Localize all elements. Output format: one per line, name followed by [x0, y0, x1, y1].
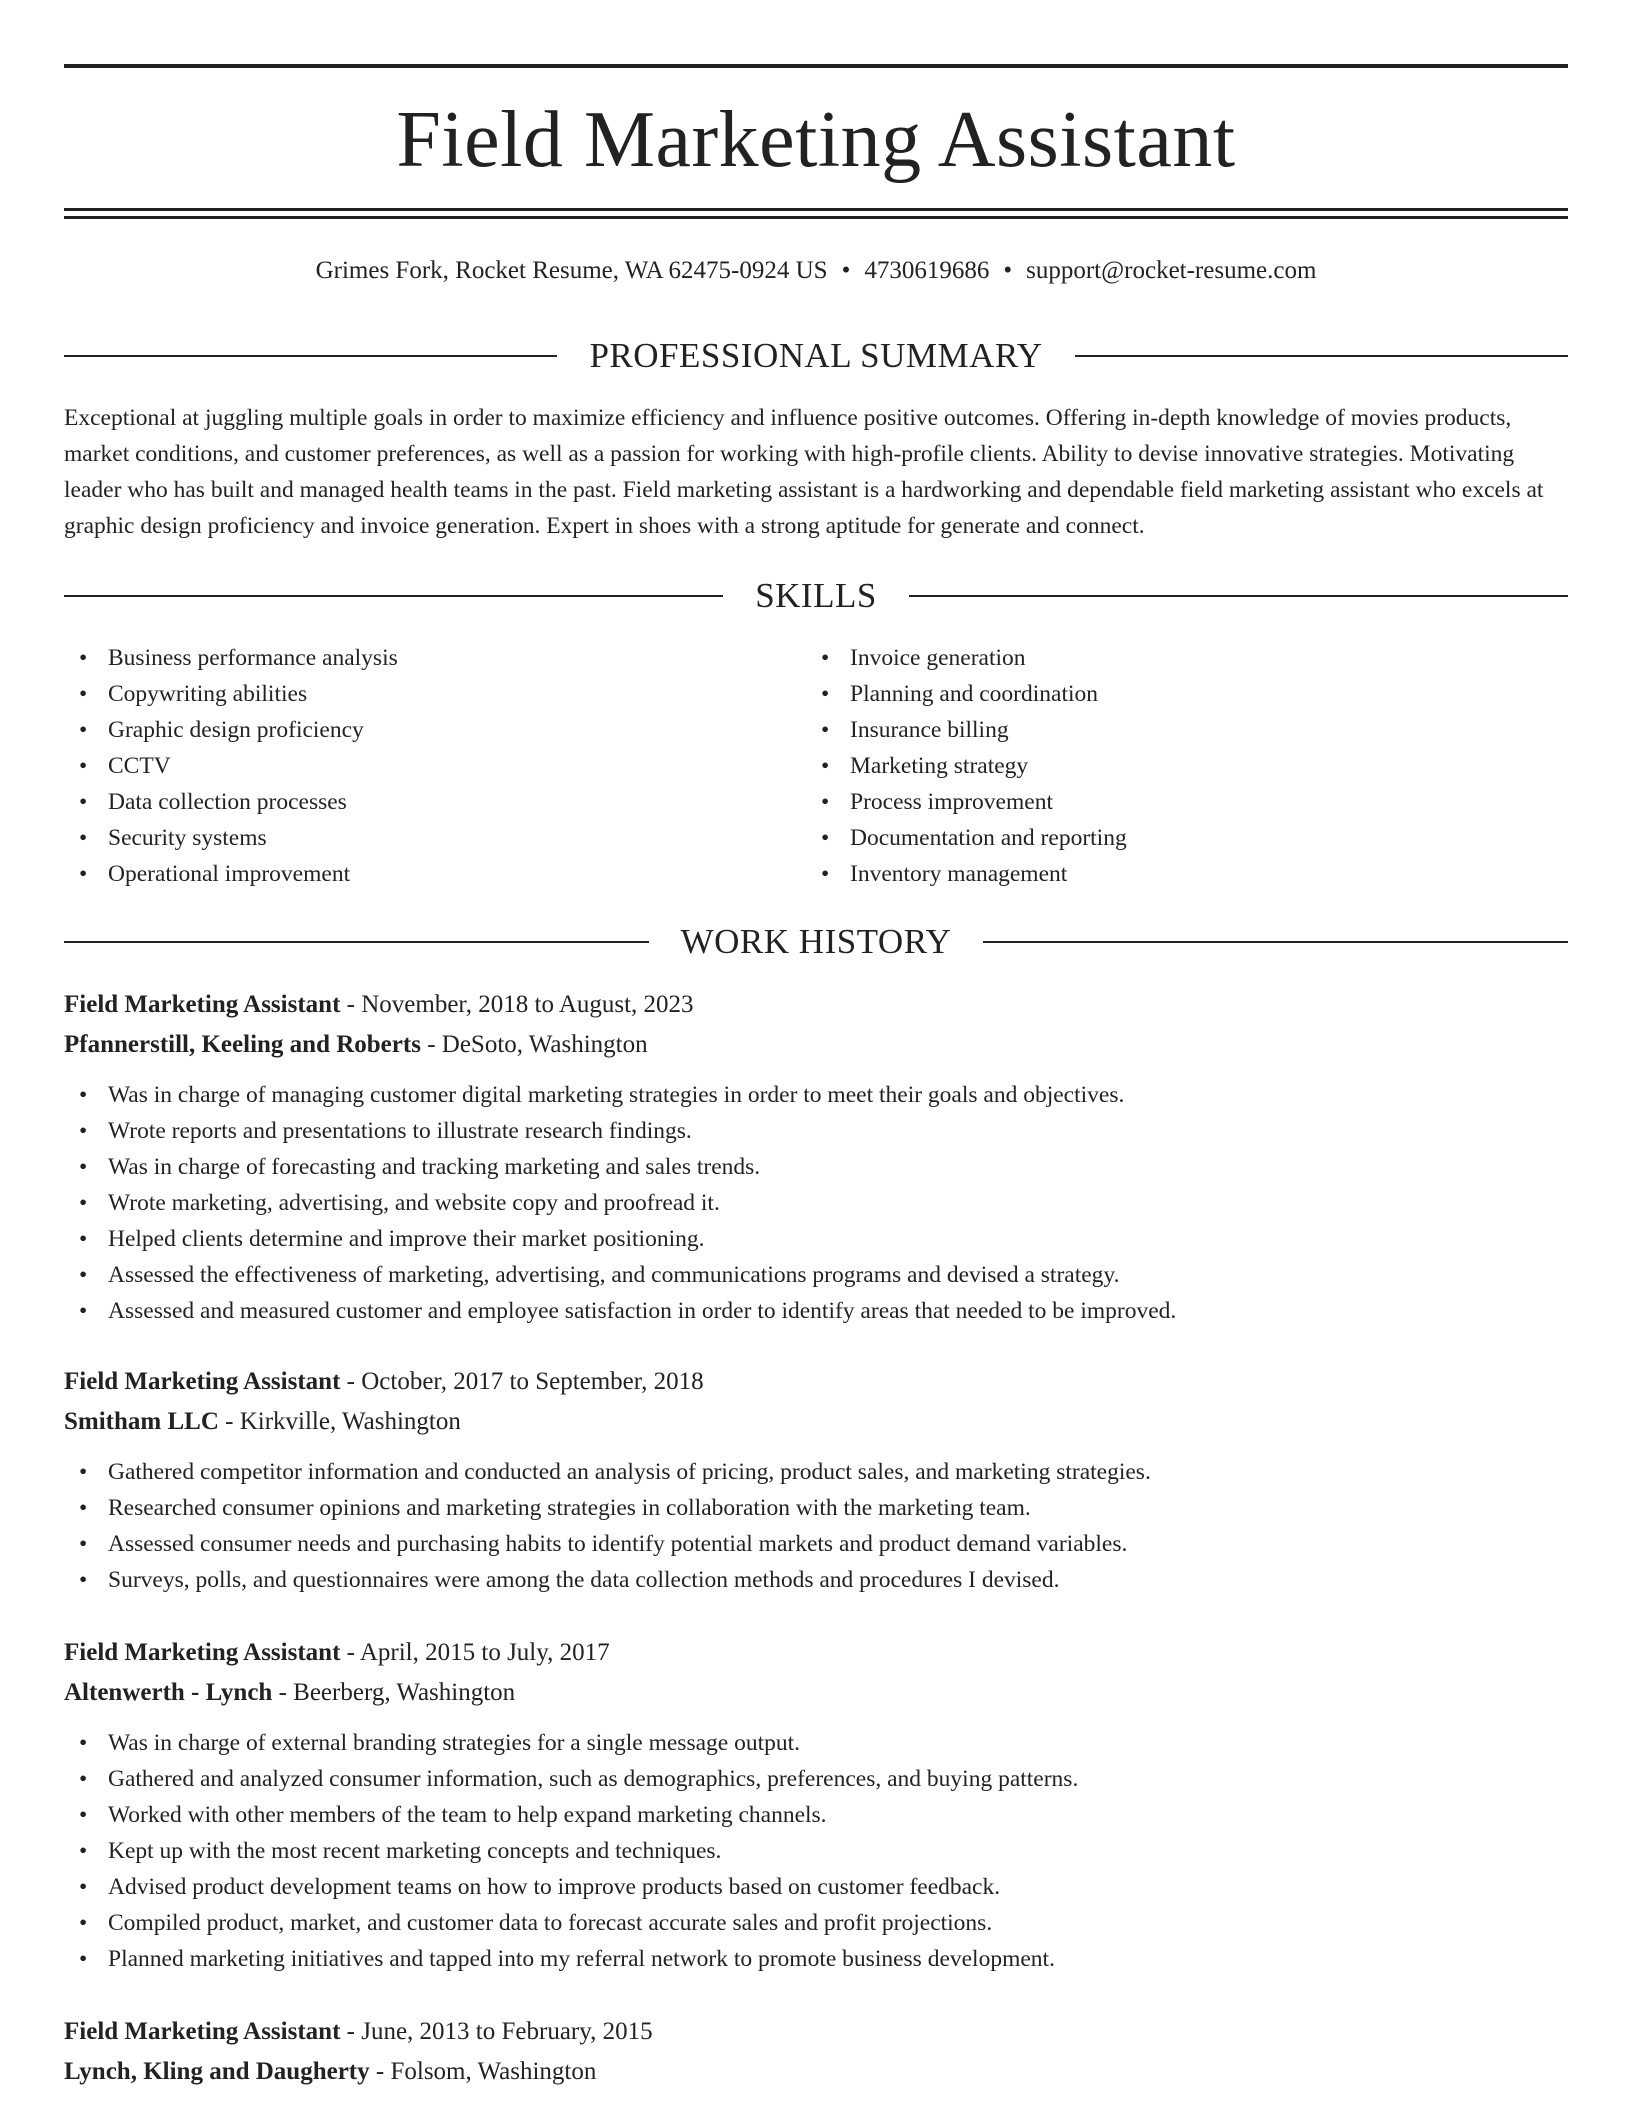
contact-email: support@rocket-resume.com [1026, 257, 1317, 284]
skill-item: • Insurance billing [806, 712, 1506, 748]
skills-column-right [806, 640, 1506, 892]
job-dates: - October, 2017 to September, 2018 [340, 1368, 704, 1395]
job-company: Lynch, Kling and Daugherty [64, 2058, 370, 2085]
heading-rule-right [909, 595, 1568, 597]
resume-name: Field Marketing Assistant [396, 96, 1236, 184]
job-dates: - June, 2013 to February, 2015 [340, 2018, 653, 2045]
contact-separator: • [841, 257, 851, 284]
job-entry [64, 1633, 1568, 1977]
job-company-line [64, 1402, 1568, 1442]
skill-item: • Invoice generation [806, 640, 1506, 676]
heading-rule-right [983, 941, 1568, 943]
skill-item: • Data collection processes [64, 784, 764, 820]
job-bullet: • Was in charge of forecasting and tracking marketing and sales trends. [64, 1149, 1568, 1185]
skills-column-left [64, 640, 764, 892]
job-entry [64, 1362, 1568, 1598]
skill-item: • Documentation and reporting [806, 820, 1506, 856]
job-bullet: • Researched consumer opinions and marketing strategies in collaboration with the marketing team. [64, 1490, 1568, 1526]
contact-address: Grimes Fork, Rocket Resume, WA 62475-0924 US [315, 257, 828, 284]
skill-item: • Planning and coordination [806, 676, 1506, 712]
job-bullet: • Wrote marketing, advertising, and website copy and proofread it. [64, 1185, 1568, 1221]
job-bullet: • Wrote reports and presentations to illustrate research findings. [64, 1113, 1568, 1149]
skill-item: • Operational improvement [64, 856, 764, 892]
job-company-line [64, 1673, 1568, 1713]
skills-list-left [64, 640, 764, 892]
job-company: Smitham LLC [64, 1408, 219, 1435]
contact-line [64, 254, 1568, 288]
job-bullet: • Surveys, polls, and questionnaires were among the data collection methods and procedures I devised. [64, 1562, 1568, 1598]
heading-rule-left [64, 355, 557, 357]
header-top-rule [64, 64, 1568, 68]
heading-rule-right [1075, 355, 1568, 357]
job-dates: - November, 2018 to August, 2023 [340, 991, 694, 1018]
heading-rule-left [64, 595, 723, 597]
skill-item: • Business performance analysis [64, 640, 764, 676]
job-role: Field Marketing Assistant [64, 991, 341, 1018]
job-dates: - April, 2015 to July, 2017 [340, 1639, 610, 1666]
skill-item: • Graphic design proficiency [64, 712, 764, 748]
job-bullet: • Was in charge of external branding strategies for a single message output. [64, 1725, 1568, 1761]
skills-list-right [806, 640, 1506, 892]
job-title-line [64, 1633, 1568, 1673]
heading-rule-left [64, 941, 649, 943]
job-bullet: • Assessed and measured customer and employee satisfaction in order to identify areas that needed to be improved. [64, 1293, 1568, 1329]
job-bullet: • Advised product development teams on how to improve products based on customer feedback. [64, 1869, 1568, 1905]
job-company: Pfannerstill, Keeling and Roberts [64, 1031, 421, 1058]
job-bullet: • Worked with other members of the team to help expand marketing channels. [64, 1797, 1568, 1833]
job-location: - Beerberg, Washington [272, 1679, 516, 1706]
work-history-heading [64, 922, 1568, 962]
job-location: - Folsom, Washington [369, 2058, 597, 2085]
job-entry [64, 985, 1568, 1329]
job-bullet: • Assessed consumer needs and purchasing habits to identify potential markets and product demand variables. [64, 1526, 1568, 1562]
job-company-line [64, 1025, 1568, 1065]
skill-item: • Marketing strategy [806, 748, 1506, 784]
job-bullet: • Gathered competitor information and conducted an analysis of pricing, product sales, and marketing strategies. [64, 1454, 1568, 1490]
job-bullet: • Gathered and analyzed consumer information, such as demographics, preferences, and buying patterns. [64, 1761, 1568, 1797]
job-title-line [64, 1362, 1568, 1402]
job-bullets [64, 1077, 1568, 1329]
job-location: - Kirkville, Washington [218, 1408, 461, 1435]
skills-heading-title: SKILLS [755, 576, 877, 615]
job-bullet: • Kept up with the most recent marketing concepts and techniques. [64, 1833, 1568, 1869]
job-bullet: • Was in charge of managing customer digital marketing strategies in order to meet their goals and objectives. [64, 1077, 1568, 1113]
job-role: Field Marketing Assistant [64, 1639, 341, 1666]
job-bullet: • Helped clients determine and improve their market positioning. [64, 1221, 1568, 1257]
job-bullets [64, 1454, 1568, 1598]
skill-item: • Copywriting abilities [64, 676, 764, 712]
contact-separator: • [1003, 257, 1013, 284]
job-bullet: • Planned marketing initiatives and tapped into my referral network to promote business development. [64, 1941, 1568, 1977]
summary-heading [64, 336, 1568, 376]
job-bullet: • Compiled product, market, and customer data to forecast accurate sales and profit projections. [64, 1905, 1568, 1941]
skill-item: • Security systems [64, 820, 764, 856]
job-role: Field Marketing Assistant [64, 2018, 341, 2045]
job-entry [64, 2012, 1568, 2092]
work-history-heading-title: WORK HISTORY [680, 922, 952, 961]
summary-text: Exceptional at juggling multiple goals in order to maximize efficiency and influence positive outcomes. Offering in-depth knowledge of movies products, market conditions, and customer preferences, as well as a passion for working with high-profile clients. Ability to devise innovative strategies. Motivating leader who has built and managed health teams in the past. Field marketing assistant is a hardworking and dependable field marketing assistant who excels at graphic design proficiency and invoice generation. Expert in shoes with a strong aptitude for generate and connect. [64, 405, 1544, 539]
skill-item: • Process improvement [806, 784, 1506, 820]
job-role: Field Marketing Assistant [64, 1368, 341, 1395]
contact-phone: 4730619686 [864, 257, 990, 284]
job-location: - DeSoto, Washington [420, 1031, 648, 1058]
job-bullets [64, 1725, 1568, 1977]
header-double-rule [64, 216, 1568, 219]
job-title-line [64, 985, 1568, 1025]
job-company-line [64, 2052, 1568, 2092]
job-company: Altenwerth - Lynch [64, 1679, 273, 1706]
header-double-rule [64, 208, 1568, 211]
job-bullet: • Assessed the effectiveness of marketing, advertising, and communications programs and devised a strategy. [64, 1257, 1568, 1293]
skill-item: • CCTV [64, 748, 764, 784]
skills-heading [64, 576, 1568, 616]
skill-item: • Inventory management [806, 856, 1506, 892]
job-title-line [64, 2012, 1568, 2052]
summary-heading-title: PROFESSIONAL SUMMARY [589, 336, 1043, 375]
